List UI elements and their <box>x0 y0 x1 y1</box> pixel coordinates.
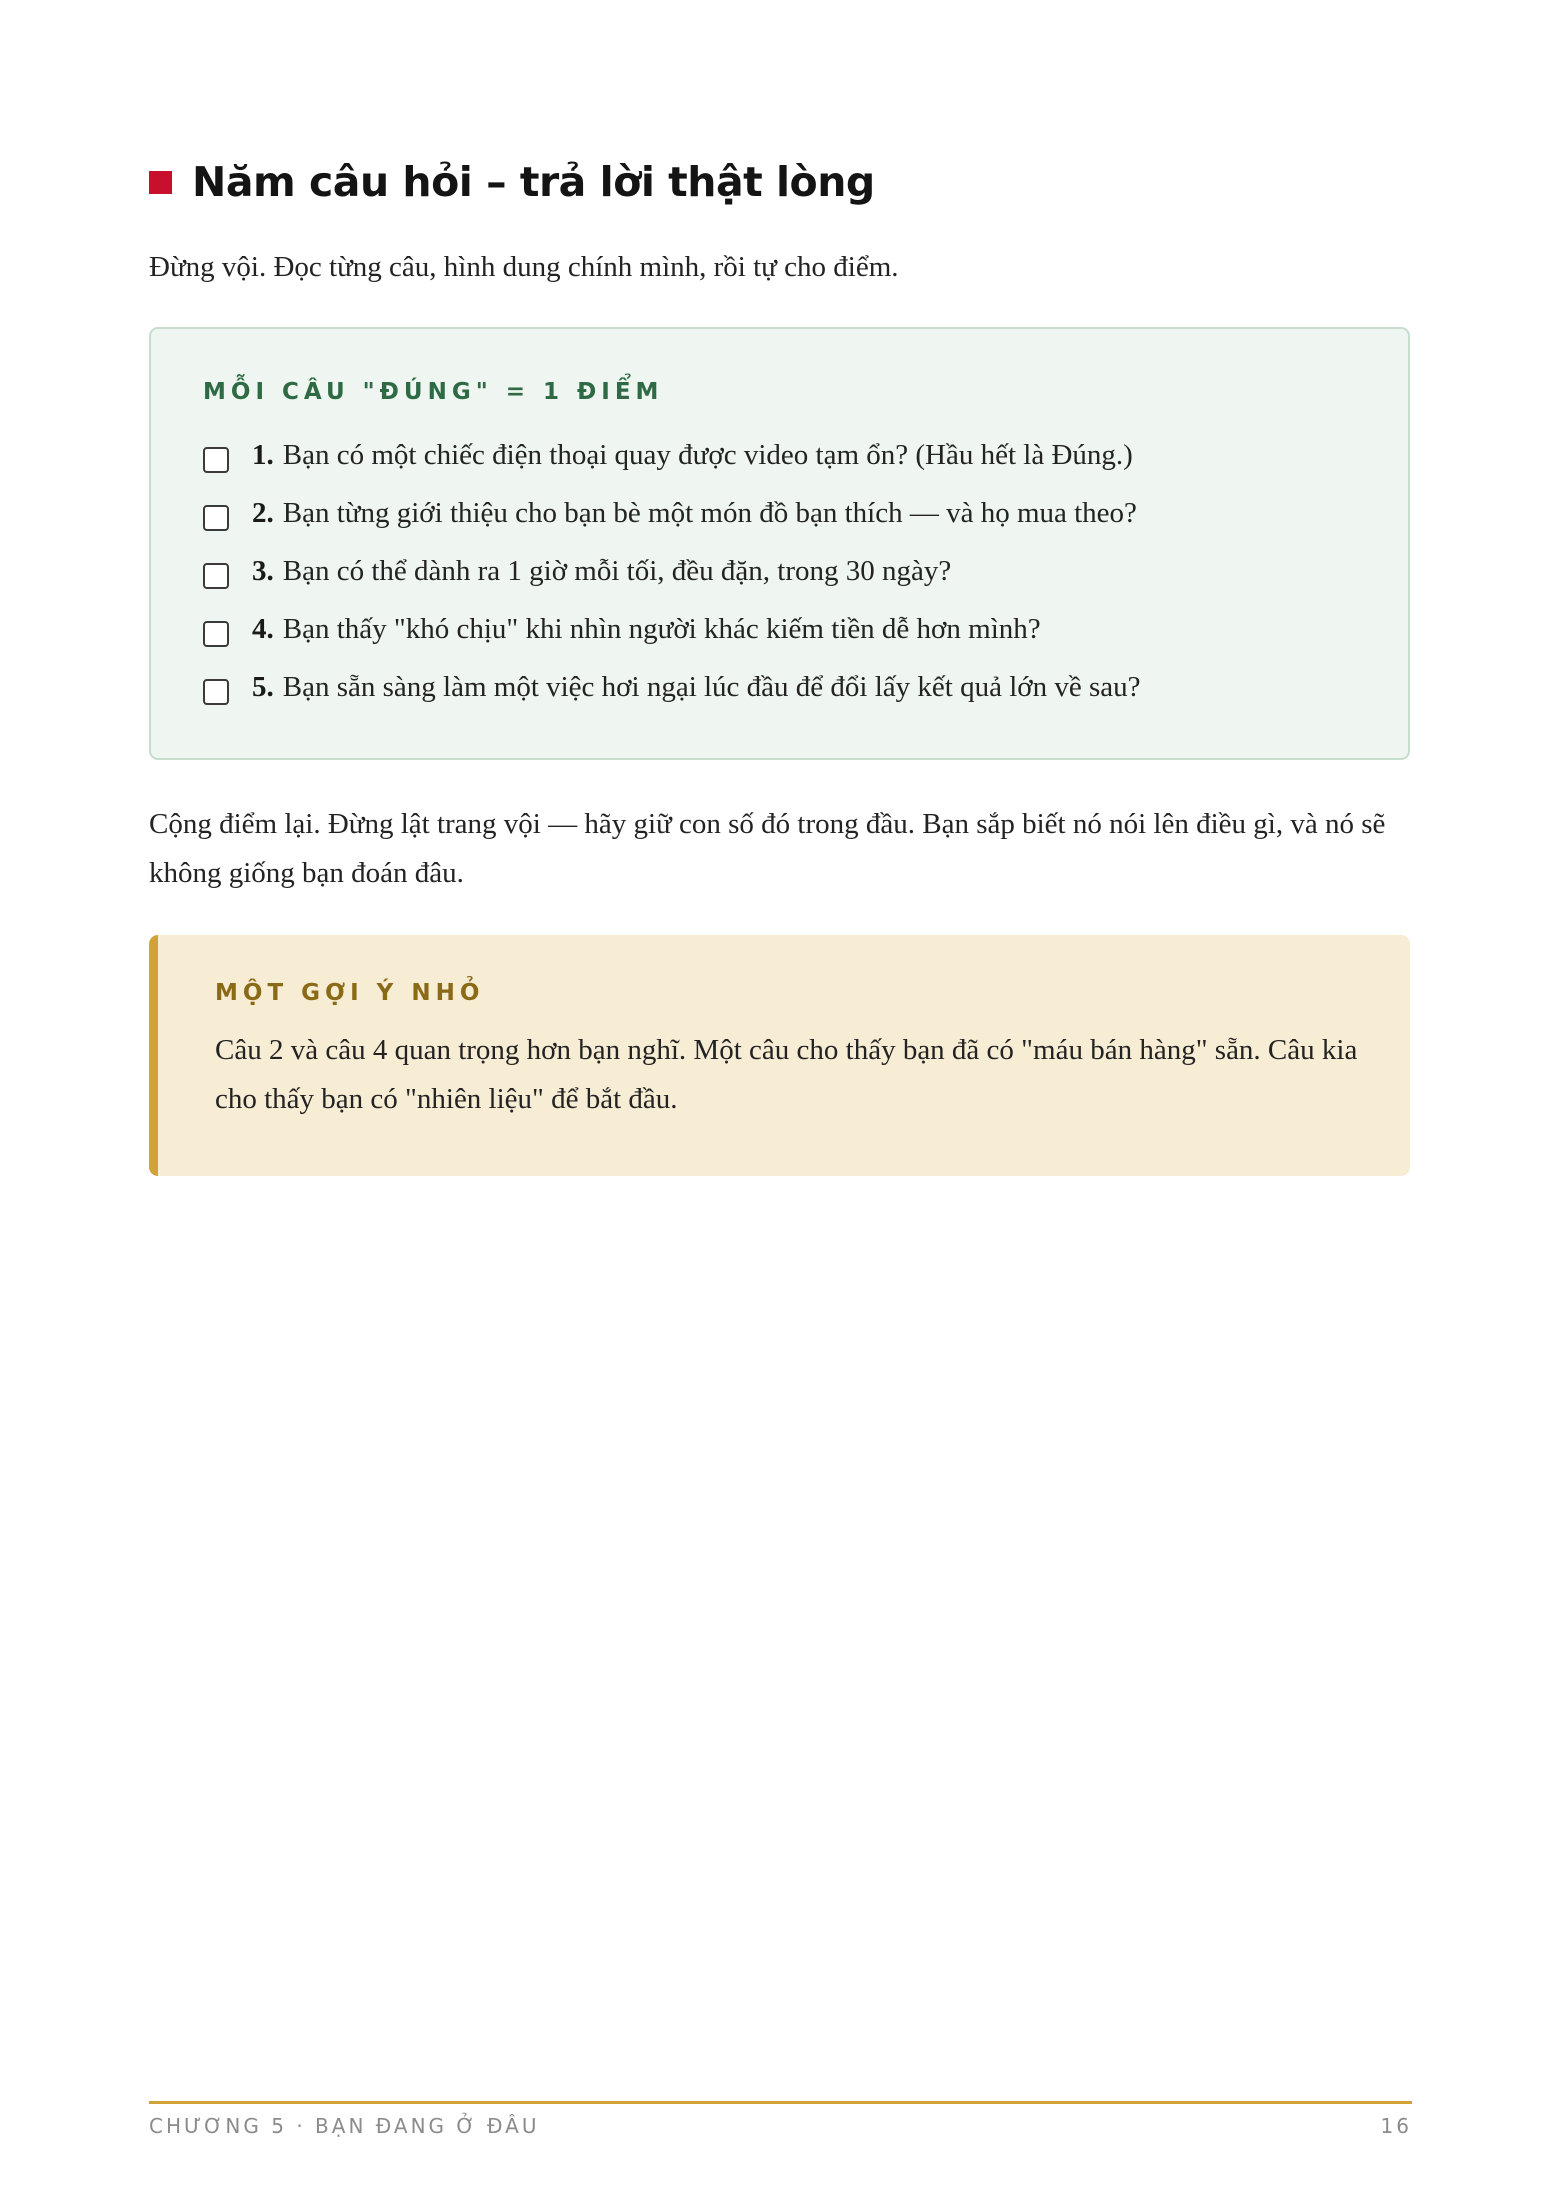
question-text: Bạn thấy "khó chịu" khi nhìn người khác kiếm tiền dễ hơn mình? <box>282 612 1041 645</box>
question-number: 5. <box>252 670 274 703</box>
checkbox-icon[interactable] <box>203 505 229 531</box>
question-text: Bạn có thể dành ra 1 giờ mỗi tối, đều đặn, trong 30 ngày? <box>282 554 952 587</box>
page-number: 16 <box>1380 2114 1412 2138</box>
question-text: Bạn có một chiếc điện thoại quay được video tạm ổn? (Hầu hết là Đúng.) <box>282 438 1133 471</box>
question-number: 1. <box>252 438 274 471</box>
document-page <box>149 0 1412 2200</box>
question-text: Bạn sẵn sàng làm một việc hơi ngại lúc đầu để đổi lấy kết quả lớn về sau? <box>282 670 1141 703</box>
checkbox-icon[interactable] <box>203 621 229 647</box>
section-heading <box>149 158 875 206</box>
tip-title: MỘT GỢI Ý NHỎ <box>215 980 485 1006</box>
checkbox-icon[interactable] <box>203 563 229 589</box>
quiz-list <box>203 426 1141 716</box>
quiz-item-3 <box>203 542 1141 600</box>
footer-chapter: CHƯƠNG 5 · BẠN ĐANG Ở ĐÂU <box>149 2114 540 2138</box>
question-number: 4. <box>252 612 274 645</box>
quiz-box <box>149 327 1410 760</box>
question-text: Bạn từng giới thiệu cho bạn bè một món đồ bạn thích — và họ mua theo? <box>282 496 1137 529</box>
quiz-item-2 <box>203 484 1141 542</box>
quiz-item-5 <box>203 658 1141 716</box>
footer-divider <box>149 2101 1412 2104</box>
tip-box <box>149 935 1410 1176</box>
section-title: Năm câu hỏi – trả lời thật lòng <box>192 158 875 206</box>
checkbox-icon[interactable] <box>203 679 229 705</box>
question-number: 2. <box>252 496 274 529</box>
after-paragraph: Cộng điểm lại. Đừng lật trang vội — hãy giữ con số đó trong đầu. Bạn sắp biết nó nói lên điều gì, và nó sẽ không giống bạn đoán đâu. <box>149 808 1386 889</box>
quiz-title: MỖI CÂU "ĐÚNG" = 1 ĐIỂM <box>203 379 664 405</box>
checkbox-icon[interactable] <box>203 447 229 473</box>
question-number: 3. <box>252 554 274 587</box>
square-bullet-icon <box>149 171 172 194</box>
tip-text: Câu 2 và câu 4 quan trọng hơn bạn nghĩ. Một câu cho thấy bạn đã có "máu bán hàng" sẵn. Câu kia cho thấy bạn có "nhiên liệu" để bắt đầu. <box>215 1034 1358 1115</box>
quiz-item-4 <box>203 600 1141 658</box>
intro-paragraph: Đừng vội. Đọc từng câu, hình dung chính mình, rồi tự cho điểm. <box>149 251 899 283</box>
quiz-item-1 <box>203 426 1141 484</box>
